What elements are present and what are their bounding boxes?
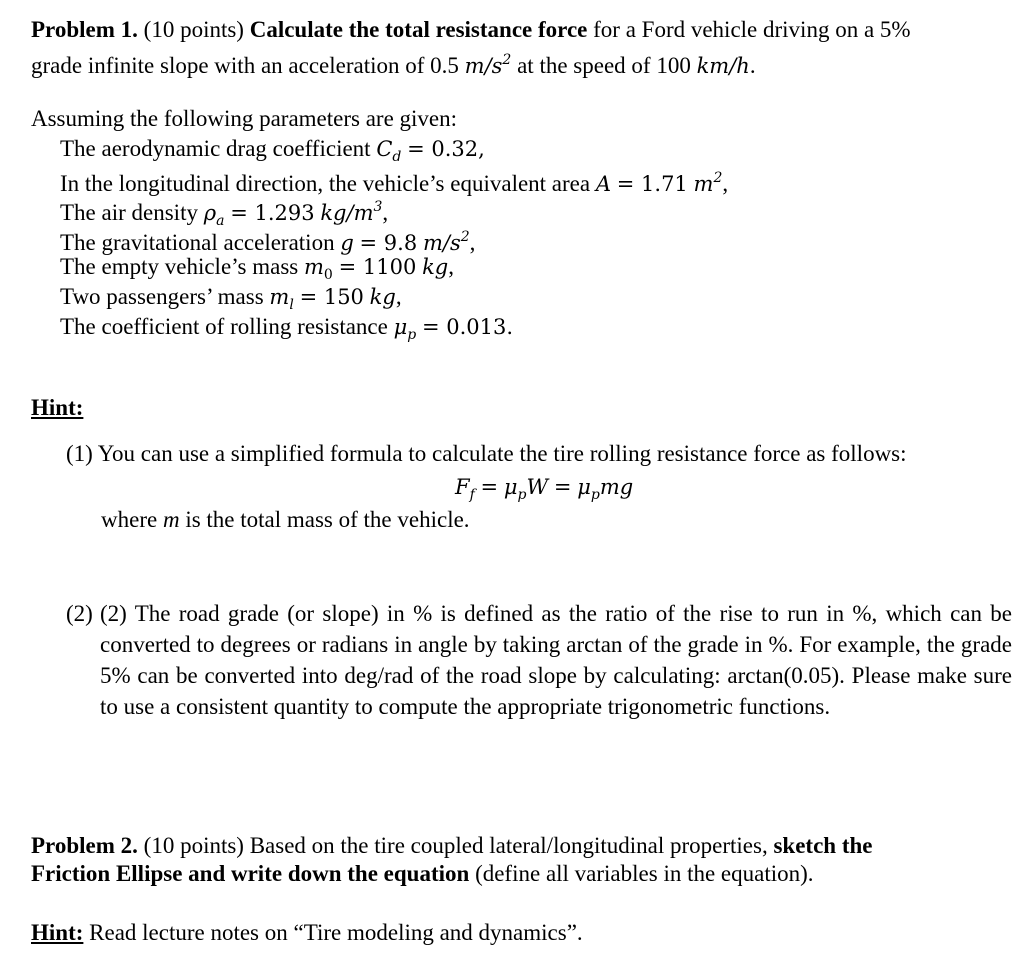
hint-item-1: (1) You can use a simplified formula to calculate the tire rolling resistance force as follows:	[66, 441, 907, 466]
speed-unit: km/h	[696, 54, 750, 78]
hint2-line: Hint: Read lecture notes on “Tire modeling and dynamics”.	[31, 920, 583, 945]
problem1-intro-rest: for a Ford vehicle driving on a 5%	[593, 17, 911, 42]
rolling-resistance-formula: $F_f = \mu_pW = \mu_pmg$	[455, 475, 634, 503]
problem1-label: Problem 1.	[31, 17, 138, 42]
param-rolling-resistance: The coefficient of rolling resistance $\mu_p = 0.013$.	[60, 314, 514, 343]
problem2-line2: Friction Ellipse and write down the equation (define all variables in the equation).	[31, 861, 814, 886]
problem1-line1	[31, 16, 911, 44]
param-drag-coefficient: The aerodynamic drag coefficient $C_d = 0.32$,	[60, 136, 485, 165]
param-empty-mass: The empty vehicle’s mass $m_0 = 1100$ kg,	[60, 254, 454, 283]
problem1-points: (10 points)	[143, 17, 244, 42]
param-air-density: The air density $\rho_a = 1.293$ $kg/m^3$,	[60, 199, 389, 229]
hint2-heading: Hint:	[31, 920, 84, 945]
param-passenger-mass: Two passengers’ mass $m_l = 150$ kg,	[60, 284, 402, 313]
problem1-line2-speed: at the speed of 100	[517, 53, 691, 78]
problem2-label: Problem 2.	[31, 833, 138, 858]
problem1-line2: grade infinite slope with an acceleration of 0.5 $m/s^2$ at the speed of 100 km/h.	[31, 52, 756, 78]
hint-item-2-number: (2)	[66, 601, 93, 626]
hint-item-2: (2) (2) The road grade (or slope) in % is defined as the ratio of the rise to run in %, which can be converted to degrees or radians in angle by taking arctan of the grade in %. For example, the grade 5% can be converted into deg/rad of the road slope by calculating: arctan(0.05). Please make sure to use a consistent quantity to compute the appropriate trigonometric functions.	[66, 598, 1012, 722]
params-heading: Assuming the following parameters are given:	[31, 106, 458, 131]
accel-unit: $m/s^2$	[464, 52, 512, 78]
formula-where-note: where m is the total mass of the vehicle.	[101, 507, 470, 532]
problem2-line1: Problem 2. (10 points) Based on the tire coupled lateral/longitudinal properties, sketch the	[31, 833, 873, 858]
problem1-task: Calculate the total resistance force	[249, 17, 588, 42]
param-equivalent-area: In the longitudinal direction, the vehicle’s equivalent area A = 1.71 $m^2$,	[60, 170, 729, 196]
param-gravity: The gravitational acceleration g = 9.8 $m/s^2$,	[60, 229, 476, 255]
problem1-line2-text: grade infinite slope with an acceleration of 0.5	[31, 53, 459, 78]
hint-heading: Hint:	[31, 395, 84, 420]
